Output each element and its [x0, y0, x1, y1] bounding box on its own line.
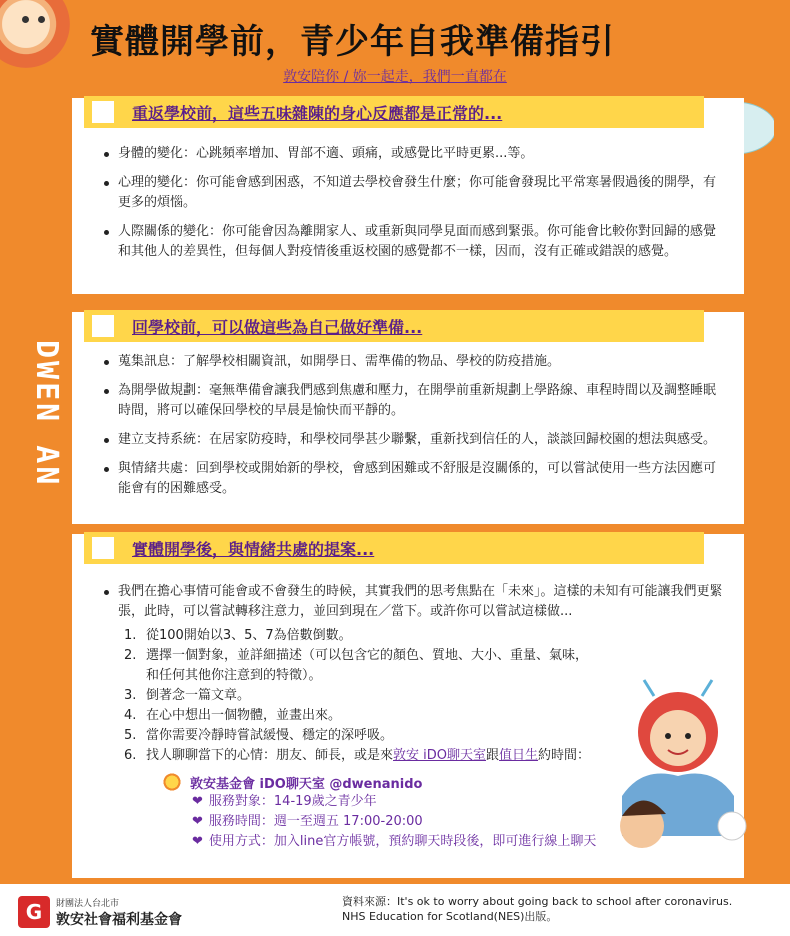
- step-item: 6. 找人聊聊當下的心情：朋友、師長，或是來敦安 iDO聊天室跟值日生約時間：: [124, 748, 591, 763]
- steps-list: [124, 626, 594, 766]
- list-item: 我們在擔心事情可能會或不會發生的時候，其實我們的思考焦點在「未來」。這樣的未知有可能讓我們更緊張，此時，可以嘗試轉移注意力，並回到現在／當下。或許你可以嘗試這樣做...: [102, 582, 728, 622]
- list-item: 人際關係的變化：你可能會因為離開家人、或重新與同學見面而感到緊張。你可能會比較你對回歸的感覺和其他人的差異性，但每個人對疫情後重返校園的感覺都不一樣，因而，沒有正確或錯誤的感覺。: [102, 222, 722, 262]
- heart-icon: ❤: [192, 794, 203, 809]
- section-heading: 重返學校前，這些五味雜陳的身心反應都是正常的...: [132, 103, 503, 123]
- list-item: 與情緒共處：回到學校或開始新的學校，會感到困難或不舒服是沒關係的，可以嘗試使用一些方法因應可能會有的困難感受。: [102, 459, 722, 499]
- section-heading: 實體開學後，與情緒共處的提案...: [132, 539, 375, 559]
- section-heading-band: [84, 96, 704, 128]
- sun-mascot-icon: [0, 0, 70, 68]
- page-subtitle: 敦安陪你 / 妳一起走，我們一直都在: [283, 69, 507, 85]
- sun-icon: [162, 772, 182, 792]
- list-item: 身體的變化：心跳頻率增加、胃部不適、頭痛，或感覺比平時更累...等。: [102, 144, 722, 164]
- checkbox-square-icon: [92, 537, 114, 559]
- list-item: 為開學做規劃：毫無準備會讓我們感到焦慮和壓力，在開學前重新規劃上學路線、車程時間以及調整睡眠時間，將可以確保回學校的早晨是愉快而平靜的。: [102, 381, 722, 421]
- page-title: 實體開學前，青少年自我準備指引: [90, 22, 615, 62]
- step-item: 1. 從100開始以3、5、7為倍數倒數。: [124, 628, 352, 643]
- logo-mark-icon: G: [18, 896, 50, 928]
- step-item: 3. 倒著念一篇文章。: [124, 688, 251, 703]
- brand-vertical-text: DWEN AN: [29, 340, 64, 488]
- section-heading-band: [84, 532, 704, 564]
- heart-icon: ❤: [192, 834, 203, 849]
- duty-staff-link[interactable]: 值日生: [499, 748, 539, 763]
- bullet-list: [102, 352, 722, 508]
- list-item: 蒐集訊息：了解學校相關資訊，如開學日、需準備的物品、學校的防疫措施。: [102, 352, 722, 372]
- list-item: 心理的變化：你可能會感到困惑，不知道去學校會發生什麼；你可能會發現比平常寒暑假過後的開學，有更多的煩惱。: [102, 173, 722, 213]
- chat-info-line: ❤ 使用方式：加入line官方帳號，預約聊天時段後，即可進行線上聊天: [192, 834, 597, 849]
- chat-info-line: ❤ 服務對象：14-19歲之青少年: [192, 794, 377, 809]
- section-reactions: [72, 98, 744, 294]
- ido-chatroom-link[interactable]: 敦安 iDO聊天室: [393, 748, 487, 763]
- step-item: 5. 當你需要冷靜時嘗試緩慢、穩定的深呼吸。: [124, 728, 394, 743]
- logo-big-text: 敦安社會福利基金會: [56, 911, 182, 928]
- footer: [0, 884, 790, 936]
- step-item: 2. 選擇一個對象，並詳細描述（可以包含它的顏色、質地、大小、重量、氣味，和任何其他你注意到的特徵）。: [124, 648, 589, 683]
- checkbox-square-icon: [92, 315, 114, 337]
- section-preparation: [72, 312, 744, 524]
- list-item: 建立支持系統：在居家防疫時，和學校同學甚少聯繫，重新找到信任的人，談談回歸校園的想法與感受。: [102, 430, 722, 450]
- foundation-logo: [18, 894, 198, 930]
- source-citation: 資料來源：It's ok to worry about going back to school after coronavirus. NHS Education for Scotland(NES)出版。: [342, 895, 733, 923]
- section-heading: 回學校前，可以做這些為自己做好準備...: [132, 317, 423, 337]
- checkbox-square-icon: [92, 101, 114, 123]
- bullet-list: [102, 144, 722, 271]
- girl-robot-illustration-icon: [582, 676, 766, 856]
- chatroom-title: 敦安基金會 iDO聊天室 @dwenanido: [190, 776, 423, 792]
- heart-icon: ❤: [192, 814, 203, 829]
- section-heading-band: [84, 310, 704, 342]
- step-item: 4. 在心中想出一個物體，並畫出來。: [124, 708, 342, 723]
- chat-info-line: ❤ 服務時間：週一至週五 17:00-20:00: [192, 814, 423, 829]
- bullet-list: [102, 582, 728, 622]
- logo-small-text: 財團法人台北市: [56, 898, 120, 909]
